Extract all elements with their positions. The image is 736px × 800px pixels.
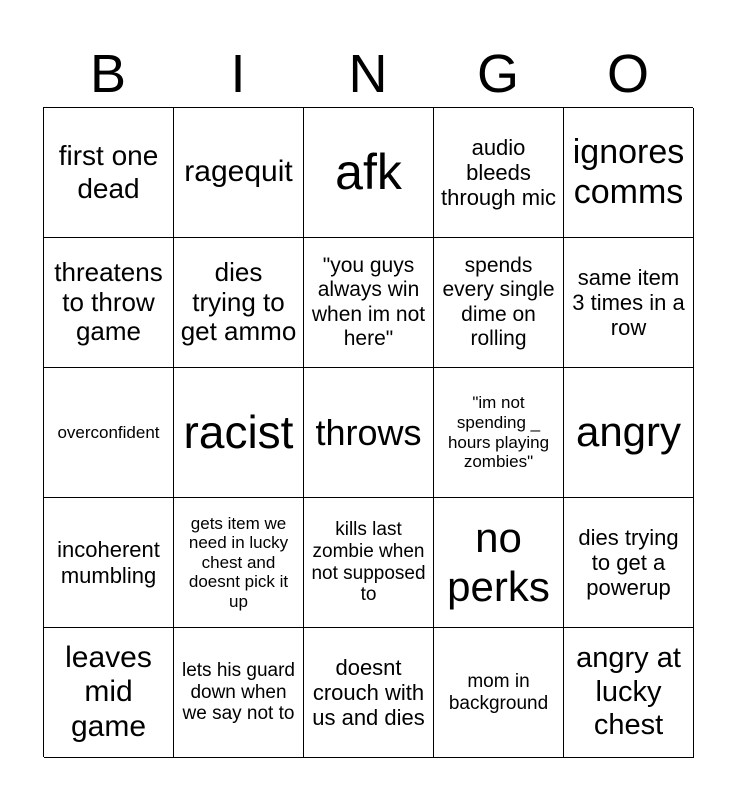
bingo-cell[interactable] xyxy=(44,368,174,498)
bingo-cell[interactable] xyxy=(304,108,434,238)
cell-text: angry at lucky chest xyxy=(576,642,681,742)
bingo-cell[interactable] xyxy=(44,108,174,238)
cell-text: mom in background xyxy=(448,670,549,714)
cell-text: gets item we need in lucky chest and doesnt pick it up xyxy=(188,513,289,611)
bingo-cell[interactable] xyxy=(174,108,304,238)
bingo-cell[interactable] xyxy=(44,498,174,628)
cell-text: dies trying to get ammo xyxy=(180,256,297,347)
bingo-cell[interactable] xyxy=(564,628,694,758)
cell-text: no perks xyxy=(447,514,550,610)
cell-text: dies trying to get a powerup xyxy=(578,524,679,601)
bingo-cell[interactable] xyxy=(304,628,434,758)
cell-text: threatens to throw game xyxy=(54,256,163,347)
bingo-cell[interactable] xyxy=(174,238,304,368)
bingo-cell[interactable] xyxy=(304,498,434,628)
bingo-cell[interactable] xyxy=(174,628,304,758)
bingo-cell[interactable] xyxy=(304,238,434,368)
header-letter-n: N xyxy=(348,44,388,104)
header-letter-g: G xyxy=(476,44,519,104)
bingo-cell[interactable] xyxy=(304,368,434,498)
header-letter-i: I xyxy=(230,44,246,104)
bingo-cell[interactable] xyxy=(564,238,694,368)
cell-text: spends every single dime on rolling xyxy=(442,254,555,350)
cell-text: "im not spending _ hours playing zombies" xyxy=(447,393,550,472)
bingo-cell[interactable] xyxy=(434,628,564,758)
header-letter-b: B xyxy=(89,44,127,104)
cell-text: overconfident xyxy=(57,422,160,442)
bingo-cell[interactable] xyxy=(174,498,304,628)
bingo-cell[interactable] xyxy=(44,628,174,758)
cell-text: leaves mid game xyxy=(65,640,152,743)
bingo-cell[interactable] xyxy=(174,368,304,498)
cell-text: doesnt crouch with us and dies xyxy=(312,654,425,731)
cell-text: audio bleeds through mic xyxy=(441,134,556,211)
bingo-cell[interactable] xyxy=(434,498,564,628)
bingo-board xyxy=(43,107,693,757)
cell-text: same item 3 times in a row xyxy=(572,264,685,341)
cell-text: ignores comms xyxy=(572,133,685,211)
bingo-cell[interactable] xyxy=(434,368,564,498)
cell-text: lets his guard down when we say not to xyxy=(181,659,295,725)
bingo-cell[interactable] xyxy=(564,108,694,238)
bingo-cell[interactable] xyxy=(434,238,564,368)
cell-text: ragequit xyxy=(184,155,293,189)
cell-text: angry xyxy=(575,408,682,456)
bingo-cell[interactable] xyxy=(44,238,174,368)
cell-text: "you guys always win when im not here" xyxy=(311,254,426,350)
bingo-cell[interactable] xyxy=(564,368,694,498)
cell-text: throws xyxy=(315,411,422,453)
header-letter-o: O xyxy=(606,44,649,104)
bingo-cell[interactable] xyxy=(434,108,564,238)
bingo-header xyxy=(43,40,693,108)
bingo-cell[interactable] xyxy=(564,498,694,628)
cell-text: incoherent mumbling xyxy=(57,537,160,588)
cell-text: first one dead xyxy=(58,140,159,204)
cell-text: afk xyxy=(335,143,402,200)
cell-text: kills last zombie when not supposed to xyxy=(311,518,426,606)
cell-text: racist xyxy=(183,406,294,459)
